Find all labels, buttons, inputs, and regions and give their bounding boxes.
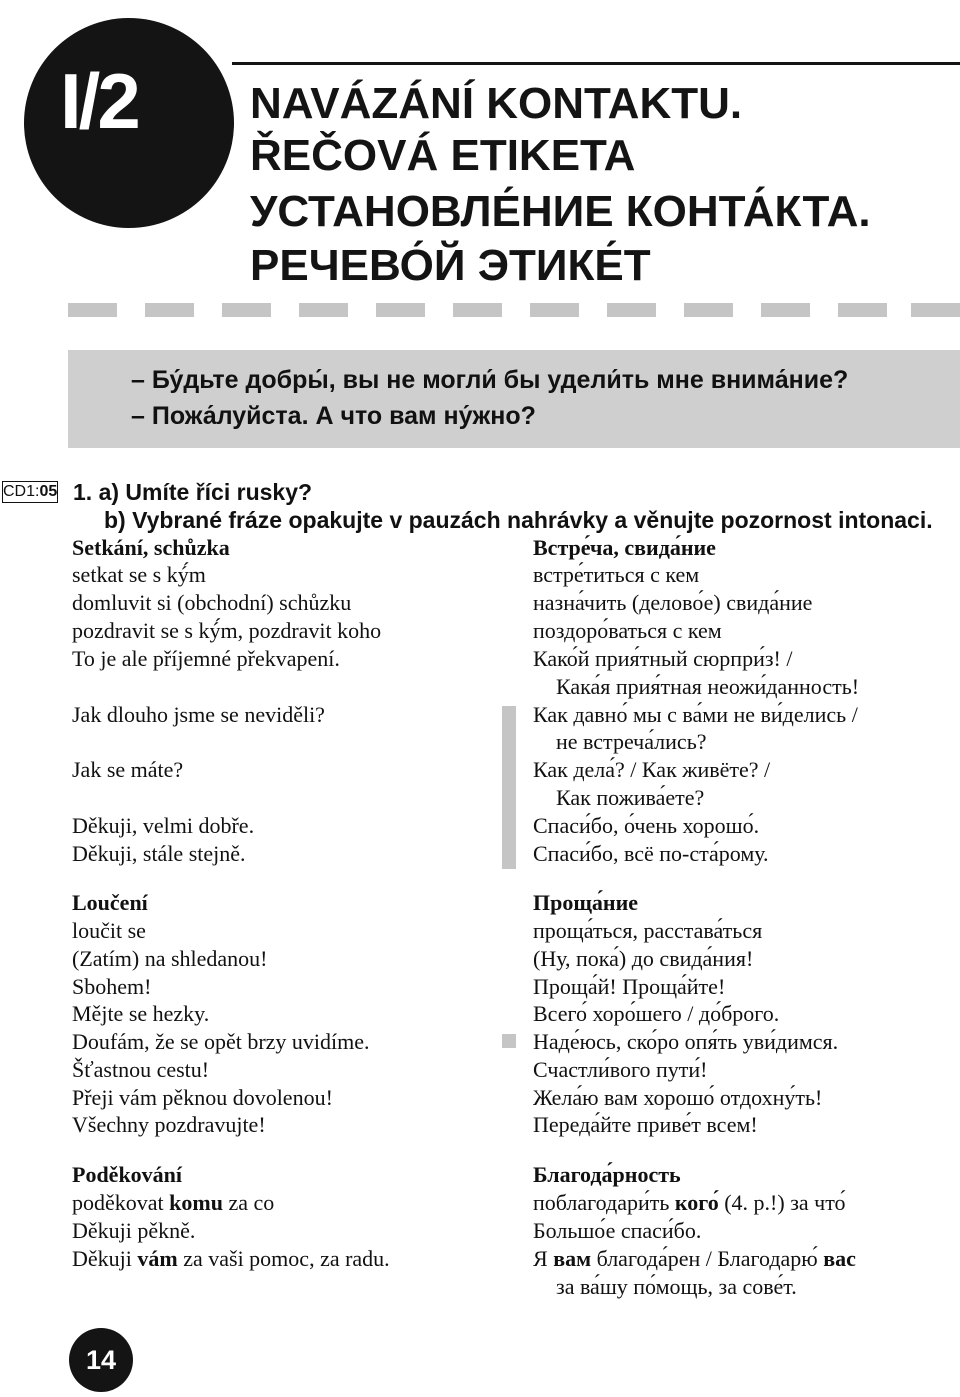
phrase-ru: Проща́й! Проща́йте! (533, 974, 726, 999)
phrase-ru: Как пожива́ете? (556, 785, 705, 810)
page-number: 14 (69, 1328, 133, 1392)
dashed-divider (68, 303, 960, 317)
phrase-ru: встре́титься с кем (533, 562, 700, 587)
section-heading-ru: Встре́ча, свида́ние (533, 535, 716, 560)
phrase-cz: loučit se (72, 918, 146, 943)
phrase-cz: setkat se s ký́m (72, 562, 206, 587)
phrase-cz: Děkuji pěkně. (72, 1218, 196, 1243)
margin-marker-bar (502, 706, 516, 869)
phrase-cz: Šťastnou cestu! (72, 1057, 210, 1082)
phrase-ru: поздоро́ваться с кем (533, 618, 722, 643)
cd-track-badge: CD1:05 (2, 481, 58, 503)
phrase-ru: Я вам благода́рен / Благодарю́ вас (533, 1246, 856, 1271)
phrase-ru: за ва́шу по́мощь, за сове́т. (556, 1274, 797, 1299)
phrase-cz: To je ale příjemné překvapení. (72, 646, 340, 671)
section-heading-ru: Проща́ние (533, 890, 639, 915)
phrase-cz: Děkuji, stále stejně. (72, 841, 246, 866)
phrase-ru: Кака́я прия́тная неожи́данность! (556, 674, 860, 699)
phrase-cz: Doufám, že se opět brzy uvidíme. (72, 1029, 370, 1054)
phrase-cz: Jak se máte? (72, 757, 184, 782)
phrase-ru: Всего́ хоро́шего / до́брого. (533, 1001, 780, 1026)
unit-number: I/2 (60, 57, 138, 145)
title-line-4: РЕЧЕВО́Й ЭТИКЕ́Т (250, 241, 651, 290)
phrase-ru: поблагодари́ть кого́ (4. p.!) за что́ (533, 1190, 846, 1215)
phrase-cz: (Zatím) na shledanou! (72, 946, 268, 971)
phrase-ru: не встреча́лись? (556, 729, 707, 754)
phrase-cz: Děkuji, velmi dobře. (72, 813, 255, 838)
section-heading-cz: Poděkování (72, 1162, 183, 1187)
title-line-1: NAVÁZÁNÍ KONTAKTU. (250, 79, 743, 128)
phrase-ru: назна́чить (делово́е) свида́ние (533, 590, 813, 615)
phrase-cz: domluvit si (obchodní) schůzku (72, 590, 352, 615)
phrase-ru: Жела́ю вам хорошо́ отдохну́ть! (533, 1085, 823, 1110)
phrase-ru: (Ну, пока́) до свида́ния! (533, 946, 754, 971)
phrase-ru: Счастли́вого пути́! (533, 1057, 708, 1082)
phrase-cz: Děkuji vám za vaši pomoc, za radu. (72, 1246, 390, 1271)
dialogue-line-2: – Пожа́луйста. А что вам ну́жно? (131, 402, 536, 430)
phrase-cz: Sbohem! (72, 974, 152, 999)
phrase-cz: pozdravit se s ký́m, pozdravit koho (72, 618, 382, 643)
phrase-cz: Všechny pozdravujte! (72, 1112, 266, 1137)
exercise-line-b: b) Vybrané fráze opakujte v pauzách nahrávky a věnujte pozornost intonaci. (104, 507, 933, 533)
phrase-cz: Mějte se hezky. (72, 1001, 210, 1026)
title-line-2: ŘEČOVÁ ETIKETA (250, 131, 636, 180)
phrase-ru: Переда́йте приве́т всем! (533, 1112, 758, 1137)
phrase-ru: проща́ться, расстава́ться (533, 918, 763, 943)
dialogue-line-1: – Бу́дьте добры́, вы не могли́ бы удели́ть мне внима́ние? (131, 366, 849, 394)
section-heading-cz: Setkání, schůzka (72, 535, 230, 560)
phrase-ru: Большо́е спаси́бо. (533, 1218, 702, 1243)
phrase-ru: Како́й прия́тный сюрпри́з! / (533, 646, 793, 671)
phrase-cz: Jak dlouho jsme se neviděli? (72, 702, 325, 727)
section-heading-ru: Благода́рность (533, 1162, 681, 1187)
margin-marker-square (502, 1034, 516, 1048)
phrase-cz: Přeji vám pěknou dovolenou! (72, 1085, 333, 1110)
phrase-ru: Как давно́ мы с ва́ми не ви́делись / (533, 702, 858, 727)
section-heading-cz: Loučení (72, 890, 148, 915)
title-line-3: УСТАНОВЛЕ́НИЕ КОНТА́КТА. (250, 187, 871, 236)
phrase-ru: Наде́юсь, ско́ро опя́ть уви́димся. (533, 1029, 839, 1054)
intro-dialogue-box (68, 350, 960, 448)
exercise-line-a: 1. a) Umíte říci rusky? (73, 479, 313, 505)
phrase-ru: Спаси́бо, о́чень хорошо́. (533, 813, 760, 838)
phrase-ru: Спаси́бо, всё по-ста́рому. (533, 841, 769, 866)
phrase-ru: Как дела́? / Как живёте? / (533, 757, 771, 782)
phrase-cz: poděkovat komu za co (72, 1190, 275, 1215)
title-rule (232, 62, 960, 65)
